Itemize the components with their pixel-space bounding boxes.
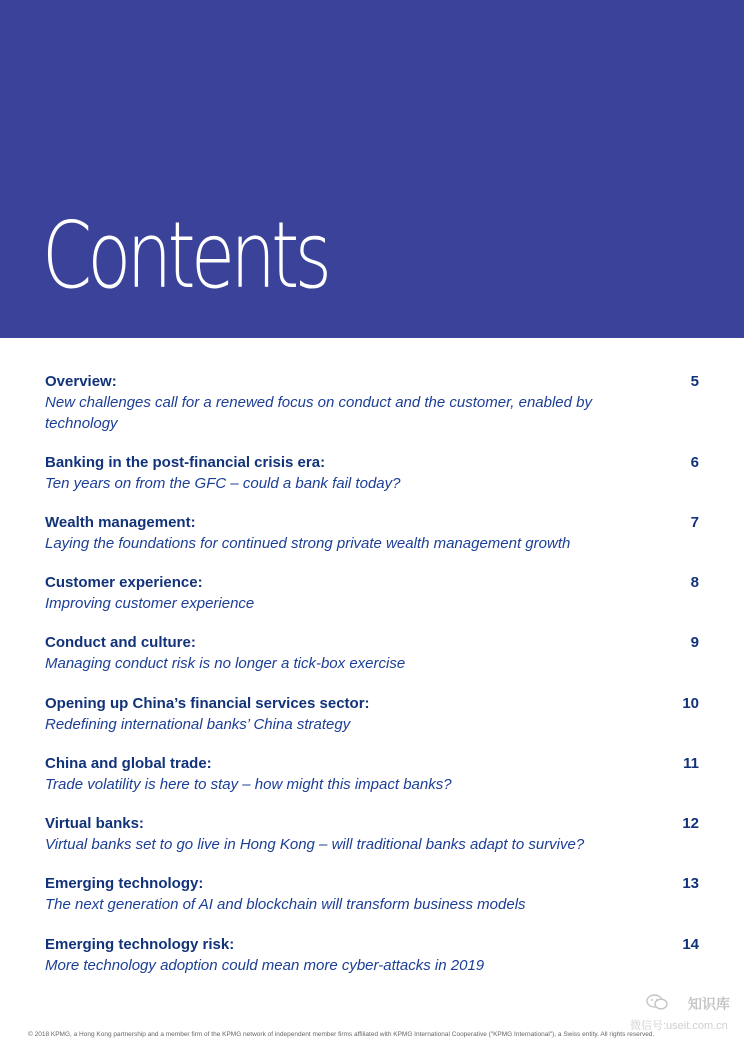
toc-entry[interactable]	[45, 873, 699, 934]
toc-entry-subtitle: The next generation of AI and blockchain will transform business models	[45, 896, 526, 913]
toc-entry-subtitle: Laying the foundations for continued strong private wealth management growth	[45, 535, 571, 552]
toc-entry-title[interactable]: Opening up China’s financial services sector:	[45, 695, 370, 712]
toc-entry-page[interactable]: 9	[690, 634, 699, 651]
toc-entry[interactable]	[45, 512, 699, 572]
toc-entry-page[interactable]: 14	[682, 936, 699, 953]
wechat-bubble-icon	[646, 994, 668, 1010]
toc-entry-page[interactable]: 11	[683, 755, 699, 772]
toc-entry-title[interactable]: Emerging technology:	[45, 875, 204, 892]
toc-entry-subtitle: New challenges call for a renewed focus on conduct and the customer, enabled by technology	[45, 394, 593, 432]
toc-entry-title[interactable]: Overview:	[45, 373, 117, 390]
toc-entry-page[interactable]: 10	[682, 695, 699, 712]
toc-entry-subtitle: Ten years on from the GFC – could a bank fail today?	[45, 475, 401, 492]
toc-entry-title[interactable]: China and global trade:	[45, 755, 212, 772]
watermark-account: 微信号:useit.com.cn	[630, 1020, 728, 1032]
toc-entry-subtitle: More technology adoption could mean more cyber-attacks in 2019	[45, 957, 485, 974]
watermark	[630, 992, 738, 1032]
toc-entry-title[interactable]: Banking in the post-financial crisis era:	[45, 454, 326, 471]
toc-entry[interactable]	[45, 632, 699, 693]
toc-entry-subtitle: Managing conduct risk is no longer a tick-box exercise	[45, 655, 406, 672]
toc-entry-subtitle: Virtual banks set to go live in Hong Kong – will traditional banks adapt to survive?	[45, 836, 585, 853]
toc-entry-subtitle: Redefining international banks’ China strategy	[45, 716, 351, 733]
toc-entry[interactable]	[45, 572, 699, 632]
header-band	[0, 0, 744, 338]
toc-entry[interactable]	[45, 371, 699, 452]
copyright-footer: © 2018 KPMG, a Hong Kong partnership and a member firm of the KPMG network of independent member firms affiliated with KPMG International Cooperative ("KPMG International"), a Swiss entity. All rights reserved.	[28, 1031, 655, 1038]
toc-entry-page[interactable]: 13	[682, 875, 699, 892]
toc-entry-title[interactable]: Virtual banks:	[45, 815, 144, 832]
toc-entry-page[interactable]: 12	[682, 815, 699, 832]
toc-entry-page[interactable]: 6	[690, 454, 699, 471]
toc-entry-title[interactable]: Wealth management:	[45, 514, 196, 531]
toc-entry[interactable]	[45, 693, 699, 753]
toc-entry-subtitle: Trade volatility is here to stay – how might this impact banks?	[45, 776, 452, 793]
toc-entry[interactable]	[45, 813, 699, 873]
toc-entry-title[interactable]: Conduct and culture:	[45, 634, 196, 651]
toc-entry-title[interactable]: Customer experience:	[45, 574, 203, 591]
toc-entry-subtitle: Improving customer experience	[45, 595, 255, 612]
toc-entry[interactable]	[45, 934, 699, 984]
toc-entry-page[interactable]: 8	[690, 574, 699, 591]
watermark-title: 知识库	[688, 996, 730, 1012]
toc-entry[interactable]	[45, 452, 699, 512]
toc-entry-page[interactable]: 5	[690, 373, 699, 390]
toc-entry-page[interactable]: 7	[690, 514, 699, 531]
page-title: Contents	[42, 202, 328, 309]
toc-entry[interactable]	[45, 753, 699, 813]
table-of-contents	[45, 371, 699, 984]
toc-entry-title[interactable]: Emerging technology risk:	[45, 936, 235, 953]
